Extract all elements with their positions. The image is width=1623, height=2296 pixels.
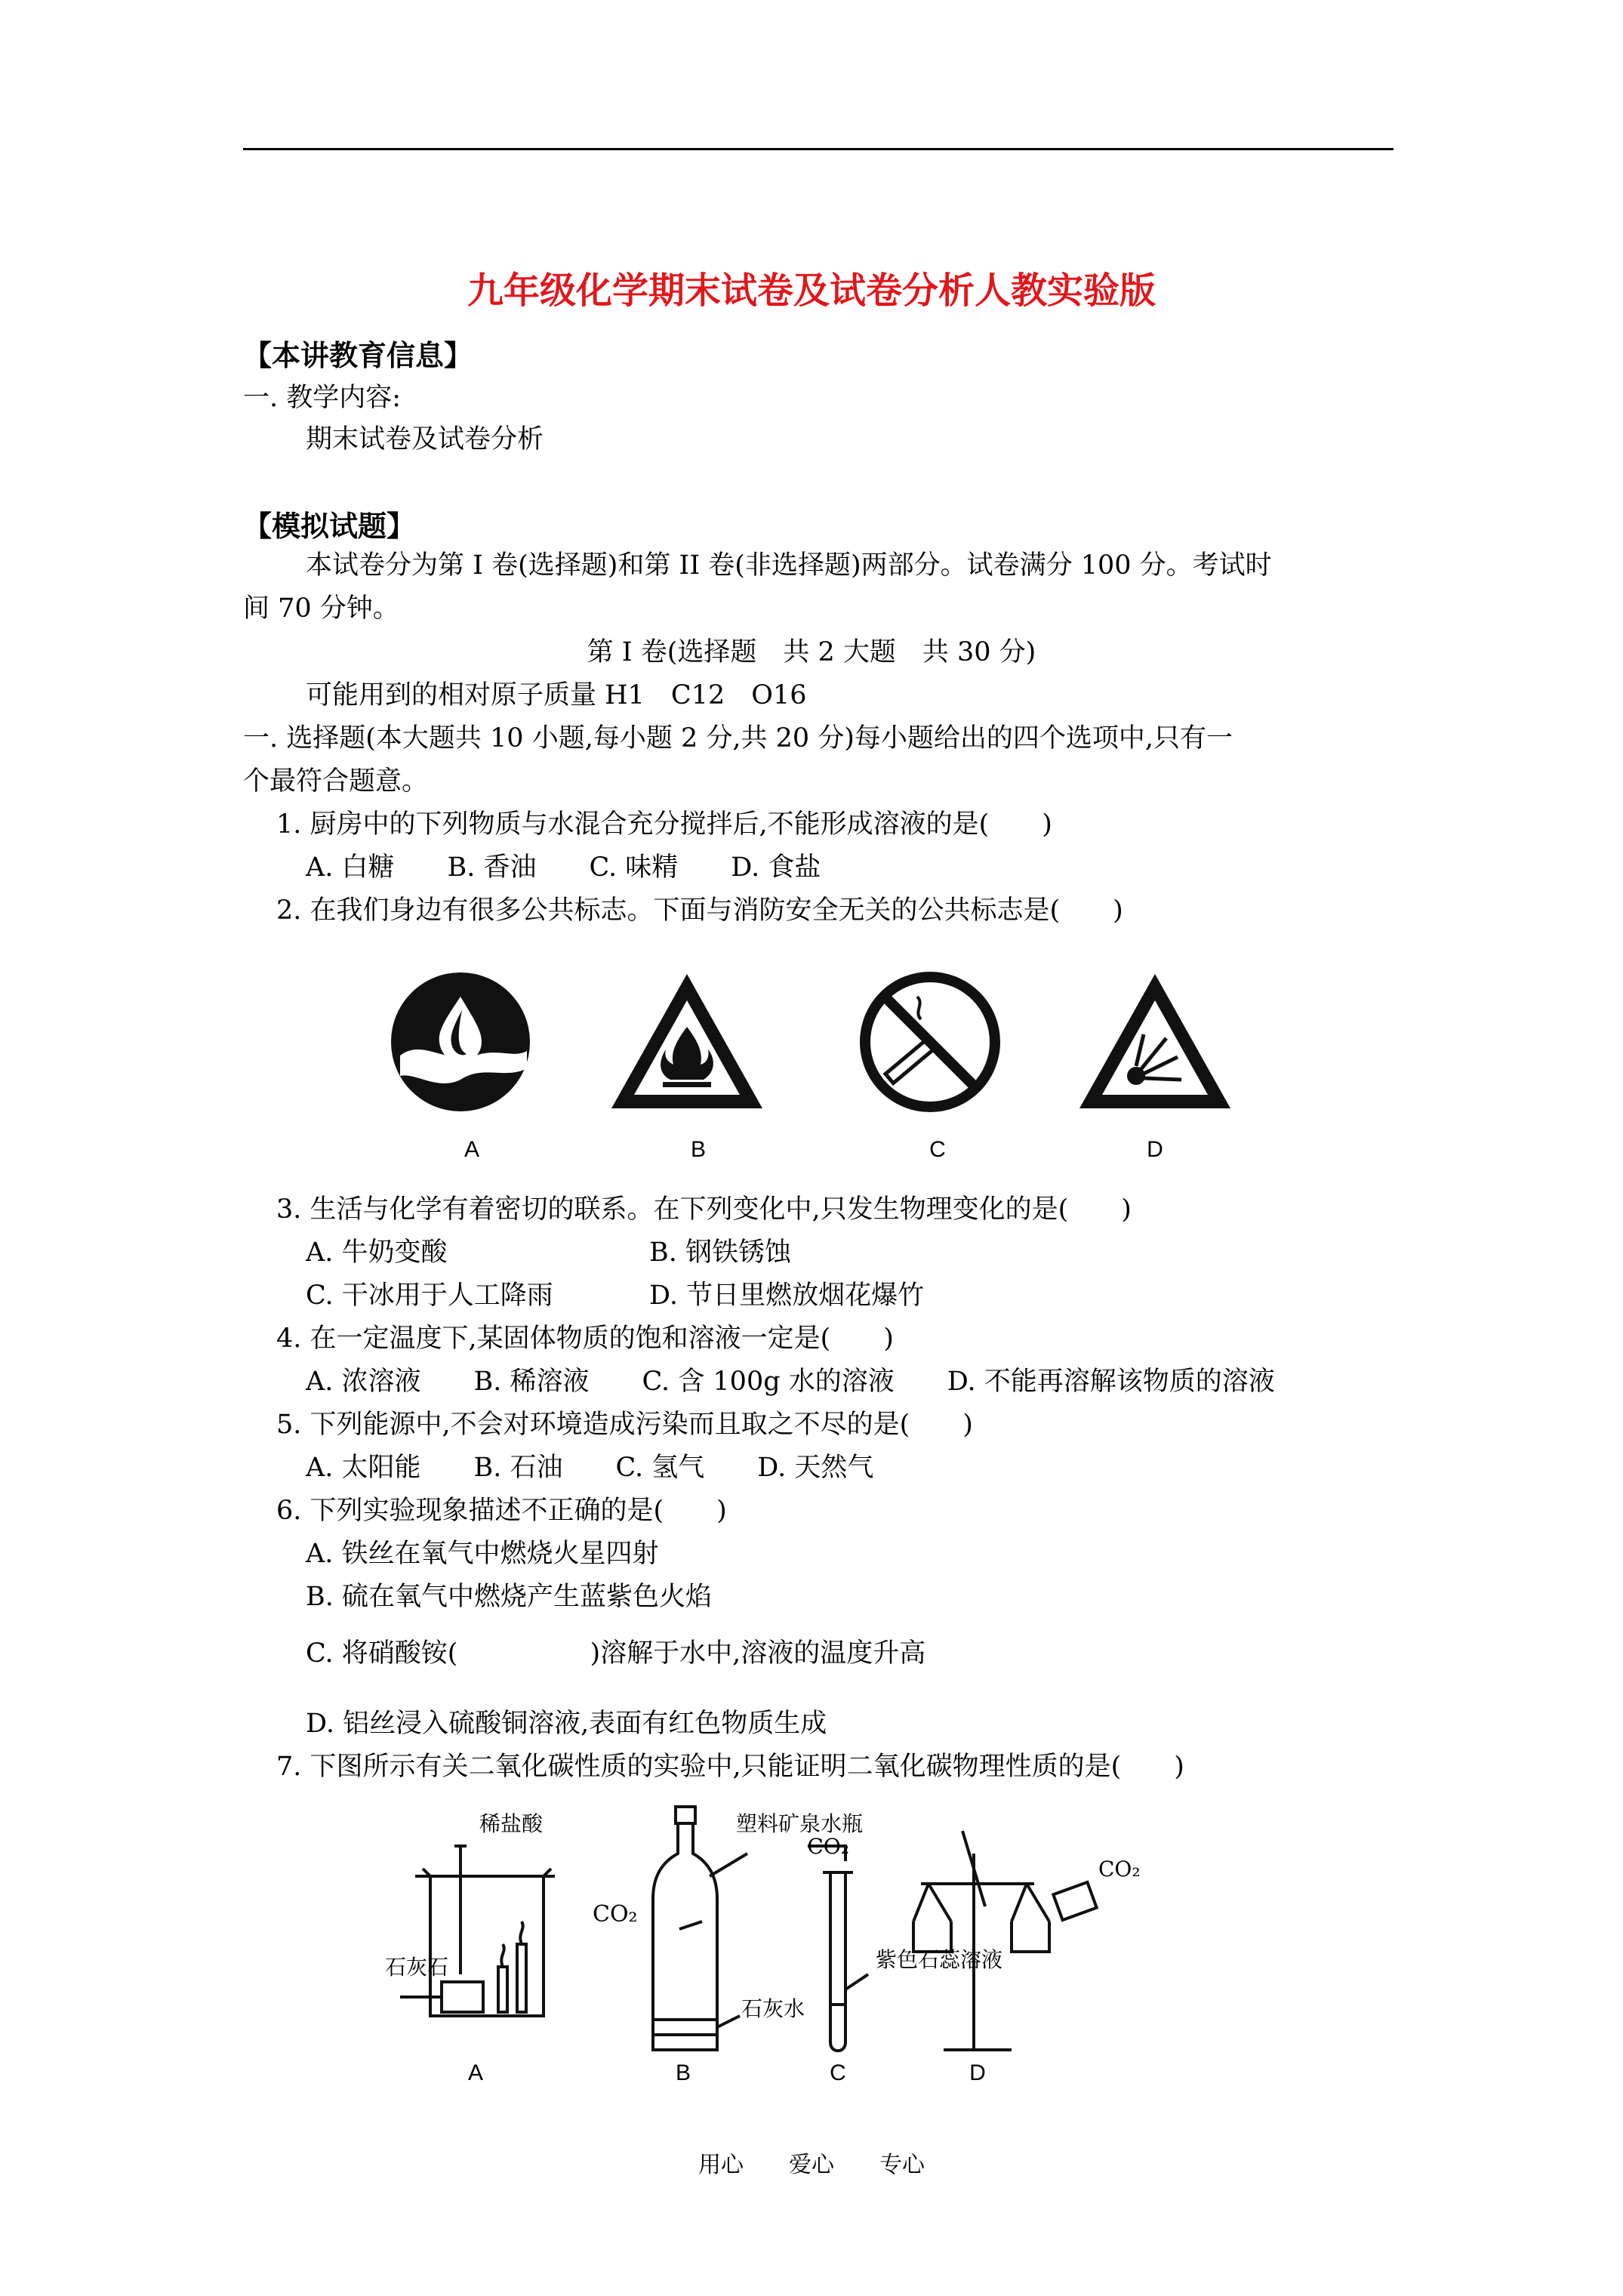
q7-b-limewater-label: 石灰水 <box>741 1996 805 2021</box>
teaching-content-text: 期末试卷及试卷分析 <box>306 424 544 455</box>
plastic-bottle-icon <box>653 1807 747 2050</box>
section1-line-1: 一. 选择题(本大题共 10 小题,每小题 2 分,共 20 分)每小题给出的四个选项中,只有一 <box>243 723 1233 754</box>
q7-label-a: A <box>467 2060 484 2085</box>
question-2: 2. 在我们身边有很多公共标志。下面与消防安全无关的公共标志是( ) <box>276 895 1123 926</box>
q7-label-d: D <box>969 2060 986 2085</box>
flammable-warning-icon <box>611 974 762 1108</box>
question-4: 4. 在一定温度下,某固体物质的饱和溶液一定是( ) <box>276 1324 894 1354</box>
water-saving-sign-icon <box>391 972 530 1111</box>
question-5-options: A. 太阳能 B. 石油 C. 氢气 D. 天然气 <box>306 1453 874 1483</box>
q7-b-bottle-label: 塑料矿泉水瓶 <box>736 1811 864 1836</box>
question-3-option-c: C. 干冰用于人工降雨 <box>306 1281 553 1311</box>
q7-label-b: B <box>675 2060 691 2085</box>
q7-d-co2-label: CO₂ <box>1098 1857 1141 1881</box>
q7-experiments-figure <box>370 1801 1276 2088</box>
q7-label-c: C <box>830 2060 846 2085</box>
q2-label-a: A <box>463 1137 480 1162</box>
question-4-options: A. 浓溶液 B. 稀溶液 C. 含 100g 水的溶液 D. 不能再溶解该物质的溶液 <box>306 1367 1275 1397</box>
q2-label-d: D <box>1147 1137 1163 1162</box>
teaching-content-label: 一. 教学内容: <box>243 383 402 413</box>
q7-a-acid-label: 稀盐酸 <box>479 1811 544 1836</box>
mock-heading: 【模拟试题】 <box>243 509 416 543</box>
q2-label-c: C <box>929 1137 946 1162</box>
question-1: 1. 厨房中的下列物质与水混合充分搅拌后,不能形成溶液的是( ) <box>276 809 1052 840</box>
q7-b-co2-label: CO₂ <box>593 1901 638 1928</box>
atomic-mass-note: 可能用到的相对原子质量 H1 C12 O16 <box>306 680 807 710</box>
intro-line-1: 本试卷分为第 I 卷(选择题)和第 II 卷(非选择题)两部分。试卷满分 100 分。考试时 <box>306 550 1272 581</box>
q7-c-litmus-label: 紫色石蕊溶液 <box>876 1947 1003 1972</box>
q7-a-stone-label: 石灰石 <box>385 1955 449 1980</box>
document-title: 九年级化学期末试卷及试卷分析人教实验版 <box>467 270 1156 312</box>
question-5: 5. 下列能源中,不会对环境造成污染而且取之不尽的是( ) <box>276 1410 973 1440</box>
balance-scale-icon <box>913 1831 1097 2050</box>
section1-line-2: 个最符合题意。 <box>243 766 429 797</box>
intro-line-2: 间 70 分钟。 <box>243 593 399 624</box>
q7-c-co2-label: CO₂ <box>807 1834 849 1859</box>
beaker-candles-icon <box>400 1846 555 2016</box>
question-3-option-b: B. 钢铁锈蚀 <box>649 1237 791 1268</box>
explosive-warning-icon <box>1079 974 1230 1108</box>
page-footer: 用心 爱心 专心 <box>698 2152 925 2178</box>
q2-label-b: B <box>690 1137 707 1162</box>
q2-signs-figure <box>393 966 1238 1163</box>
question-6-option-b: B. 硫在氧气中燃烧产生蓝紫色火焰 <box>306 1582 712 1612</box>
question-3-option-d: D. 节日里燃放烟花爆竹 <box>649 1281 925 1311</box>
question-3: 3. 生活与化学有着密切的联系。在下列变化中,只发生物理变化的是( ) <box>276 1194 1132 1225</box>
question-6: 6. 下列实验现象描述不正确的是( ) <box>276 1496 727 1526</box>
no-smoking-icon <box>865 977 995 1107</box>
header-rule <box>243 148 1394 150</box>
part1-title: 第 I 卷(选择题 共 2 大题 共 30 分) <box>587 637 1036 667</box>
info-heading: 【本讲教育信息】 <box>243 338 473 372</box>
question-3-option-a: A. 牛奶变酸 <box>306 1237 448 1268</box>
question-1-options: A. 白糖 B. 香油 C. 味精 D. 食盐 <box>306 852 821 883</box>
question-6-option-d: D. 铝丝浸入硫酸铜溶液,表面有红色物质生成 <box>306 1709 827 1739</box>
question-6-option-c: C. 将硝酸铵( )溶解于水中,溶液的温度升高 <box>306 1638 926 1669</box>
question-7: 7. 下图所示有关二氧化碳性质的实验中,只能证明二氧化碳物理性质的是( ) <box>276 1752 1184 1782</box>
test-tube-icon <box>808 1846 868 2051</box>
question-6-option-a: A. 铁丝在氧气中燃烧火星四射 <box>306 1539 659 1569</box>
